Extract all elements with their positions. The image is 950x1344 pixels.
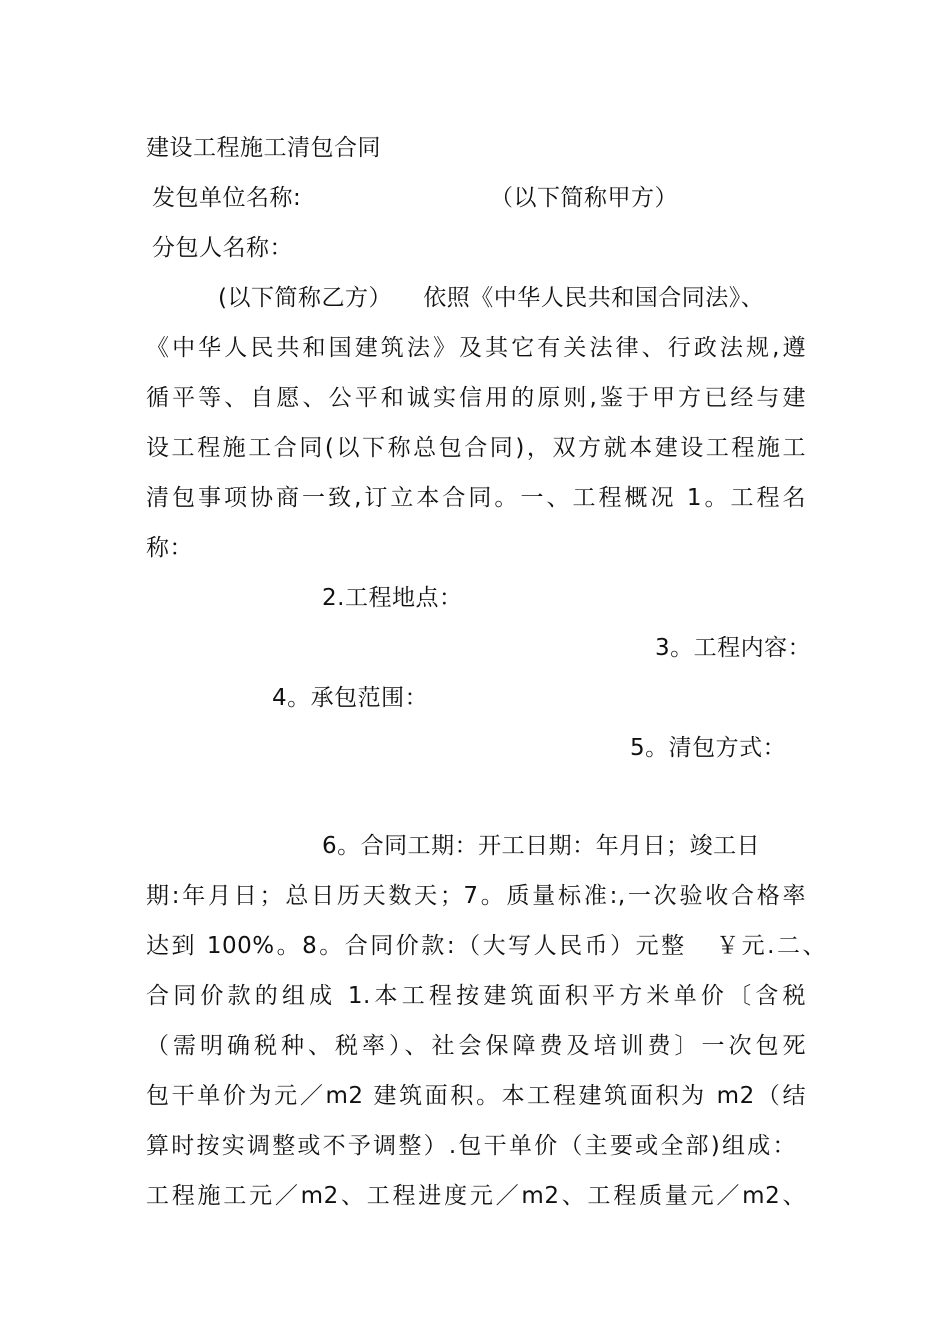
body-line: 清包事项协商一致,订立本合同。一、工程概况 1。工程名 (146, 485, 806, 511)
subcontractor-label: 分包人名称： (152, 235, 293, 261)
item-5-method: 5。清包方式： (630, 735, 787, 761)
document-title: 建设工程施工清包合同 (146, 135, 381, 161)
item-6-line: 合同价款的组成 1.本工程按建筑面积平方米单价〔含税 (146, 983, 806, 1009)
item-2-location: 2.工程地点： (322, 585, 463, 611)
item-6-line: 达到 100%。8。合同价款:（大写人民币）元整 ￥元.二、 (146, 933, 826, 959)
employer-label: 发包单位名称: (152, 185, 302, 211)
employer-note: （以下简称甲方） (490, 185, 678, 211)
item-3-content: 3。工程内容： (655, 635, 812, 661)
body-line: 循平等、自愿、公平和诚实信用的原则,鉴于甲方已经与建 (146, 385, 806, 411)
item-6-line: 算时按实调整或不予调整）.包干单价（主要或全部)组成： (146, 1133, 796, 1159)
item-4-scope: 4。承包范围： (272, 685, 429, 711)
item-6-line: 工程施工元／m2、工程进度元／m2、工程质量元／m2、 (146, 1183, 806, 1209)
body-line: 称： (146, 535, 193, 561)
body-line: (以下简称乙方） 依照《中华人民共和国合同法》、 (218, 285, 765, 311)
item-6-line: 期:年月日；总日历天数天；7。质量标准:,一次验收合格率 (146, 883, 806, 909)
item-6-line: （需明确税种、税率）、社会保障费及培训费〕一次包死 (146, 1033, 806, 1059)
item-6-line: 6。合同工期：开工日期：年月日；竣工日 (322, 833, 761, 859)
item-6-line: 包干单价为元／m2 建筑面积。本工程建筑面积为 m2（结 (146, 1083, 806, 1109)
body-line: 《中华人民共和国建筑法》及其它有关法律、行政法规,遵 (146, 335, 806, 361)
body-line: 设工程施工合同(以下称总包合同)，双方就本建设工程施工 (146, 435, 806, 461)
